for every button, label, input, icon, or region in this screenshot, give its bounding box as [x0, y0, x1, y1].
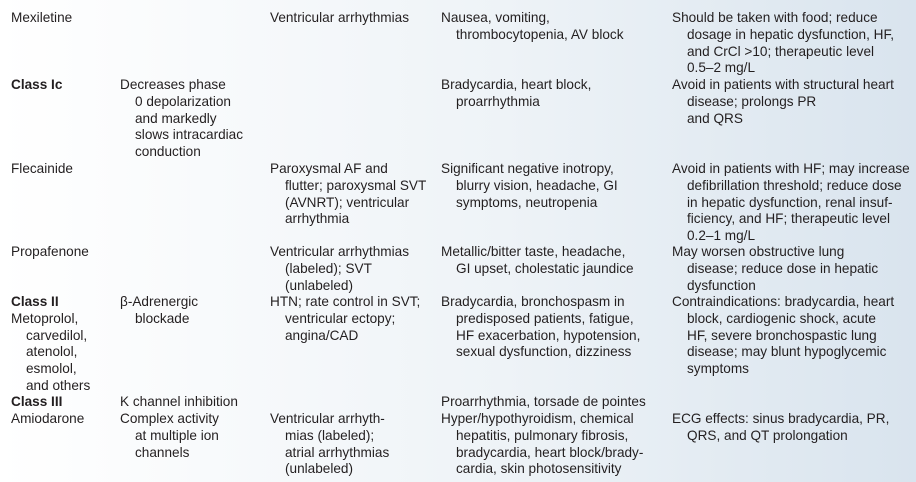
line: Bradycardia, heart block, — [441, 77, 592, 92]
line: dosage in hepatic dysfunction, HF, — [687, 26, 895, 42]
line: and CrCl >10; therapeutic level — [687, 43, 875, 59]
drug-name — [11, 244, 89, 261]
line: ECG effects: sinus bradycardia, PR, — [672, 411, 890, 426]
drug-name — [11, 161, 73, 178]
line: Hyper/hypothyroidism, chemical — [441, 411, 634, 426]
comments — [672, 244, 878, 294]
line: HTN; rate control in SVT; — [270, 294, 421, 309]
line: Ventricular arrhythmias — [270, 10, 410, 25]
adverse-effects — [441, 394, 646, 411]
line: Class III — [11, 394, 63, 409]
adverse-effects — [441, 77, 591, 111]
line: 0.5–2 mg/L — [687, 60, 756, 76]
adverse-effects — [441, 244, 634, 278]
line: thrombocytopenia, AV block — [456, 26, 624, 42]
line: (AVNRT); ventricular — [285, 194, 410, 210]
line: Proarrhythmia, torsade de pointes — [441, 394, 646, 409]
line: disease; may blunt hypoglycemic — [687, 344, 887, 360]
line: Metoprolol, — [11, 310, 79, 326]
line: ficiency, and HF; therapeutic level — [687, 211, 890, 227]
indications — [270, 294, 420, 344]
line: cardia, skin photosensitivity — [456, 461, 622, 477]
line: GI upset, cholestatic jaundice — [456, 260, 634, 276]
line: (unlabeled) — [285, 461, 354, 477]
line: dysfunction — [687, 277, 756, 293]
line: Avoid in patients with HF; may increase — [672, 161, 910, 176]
line: flutter; paroxysmal SVT — [285, 177, 427, 193]
line: hepatitis, pulmonary fibrosis, — [456, 427, 629, 443]
indications — [270, 244, 409, 294]
line: Propafenone — [11, 244, 89, 259]
line: sexual dysfunction, dizziness — [456, 344, 632, 360]
line: defibrillation threshold; reduce dose — [687, 177, 902, 193]
line: predisposed patients, fatigue, — [456, 310, 634, 326]
line: Avoid in patients with structural heart — [672, 77, 894, 92]
comments — [672, 161, 910, 245]
class-heading — [11, 77, 62, 94]
line: (unlabeled) — [285, 277, 354, 293]
line: Flecainide — [11, 161, 73, 176]
indications — [270, 10, 409, 27]
line: bradycardia, heart block/brady- — [456, 444, 644, 460]
line: QRS, and QT prolongation — [687, 427, 848, 443]
comments — [672, 10, 894, 77]
line: Class Ic — [11, 77, 63, 92]
line: blockade — [135, 310, 190, 326]
line: symptoms, neutropenia — [456, 194, 598, 210]
line: Paroxysmal AF and — [270, 161, 388, 176]
line: May worsen obstructive lung — [672, 244, 845, 259]
line: 0.2–1 mg/L — [687, 228, 756, 244]
line: atenolol, — [26, 344, 78, 360]
line: atrial arrhythmias — [285, 444, 390, 460]
line: carvedilol, — [26, 327, 88, 343]
adverse-effects — [441, 411, 643, 478]
class-drugs — [11, 294, 90, 395]
line: slows intracardiac — [135, 127, 244, 143]
class-heading: Class II — [11, 294, 59, 309]
line: blurry vision, headache, GI — [456, 177, 618, 193]
line: Metallic/bitter taste, headache, — [441, 244, 626, 259]
line: and others — [26, 377, 91, 393]
line: channels — [135, 444, 190, 460]
mechanism — [120, 411, 219, 461]
line: symptoms — [687, 361, 749, 377]
line: Ventricular arrhyth- — [270, 411, 385, 426]
drug-name — [11, 411, 84, 428]
line: Contraindications: bradycardia, heart — [672, 294, 895, 309]
comments — [672, 77, 894, 127]
line: Significant negative inotropy, — [441, 161, 614, 176]
line: Should be taken with food; reduce — [672, 10, 878, 25]
line: Ventricular arrhythmias — [270, 244, 410, 259]
line: esmolol, — [26, 361, 77, 377]
class-heading — [11, 394, 62, 411]
line: disease; reduce dose in hepatic — [687, 260, 879, 276]
mechanism — [120, 394, 238, 411]
line: Mexiletine — [11, 10, 73, 25]
line: ventricular ectopy; — [285, 310, 396, 326]
line: disease; prolongs PR — [687, 93, 817, 109]
line: HF exacerbation, hypotension, — [456, 327, 641, 343]
line: (labeled); SVT — [285, 260, 372, 276]
line: conduction — [135, 144, 201, 160]
adverse-effects — [441, 161, 618, 211]
line: angina/CAD — [285, 327, 359, 343]
line: 0 depolarization — [135, 93, 231, 109]
line: Decreases phase — [120, 77, 226, 92]
mechanism — [120, 294, 198, 328]
line: Amiodarone — [11, 411, 85, 426]
line: at multiple ion — [135, 427, 219, 443]
line: β-Adrenergic — [120, 294, 199, 309]
line: arrhythmia — [285, 211, 350, 227]
indications — [270, 411, 389, 478]
line: HF, severe bronchospastic lung — [687, 327, 877, 343]
adverse-effects — [441, 294, 640, 361]
line: proarrhythmia — [456, 93, 540, 109]
line: Complex activity — [120, 411, 219, 426]
drug-name — [11, 10, 72, 27]
line: block, cardiogenic shock, acute — [687, 310, 876, 326]
line: Nausea, vomiting, — [441, 10, 550, 25]
mechanism — [120, 77, 243, 161]
indications — [270, 161, 426, 228]
line: K channel inhibition — [120, 394, 238, 409]
line: and QRS — [687, 110, 743, 126]
comments — [672, 294, 894, 378]
line: in hepatic dysfunction, renal insuf- — [687, 194, 893, 210]
adverse-effects — [441, 10, 624, 44]
line: mias (labeled); — [285, 427, 375, 443]
line: and markedly — [135, 110, 217, 126]
line: Bradycardia, bronchospasm in — [441, 294, 625, 309]
comments — [672, 411, 889, 445]
